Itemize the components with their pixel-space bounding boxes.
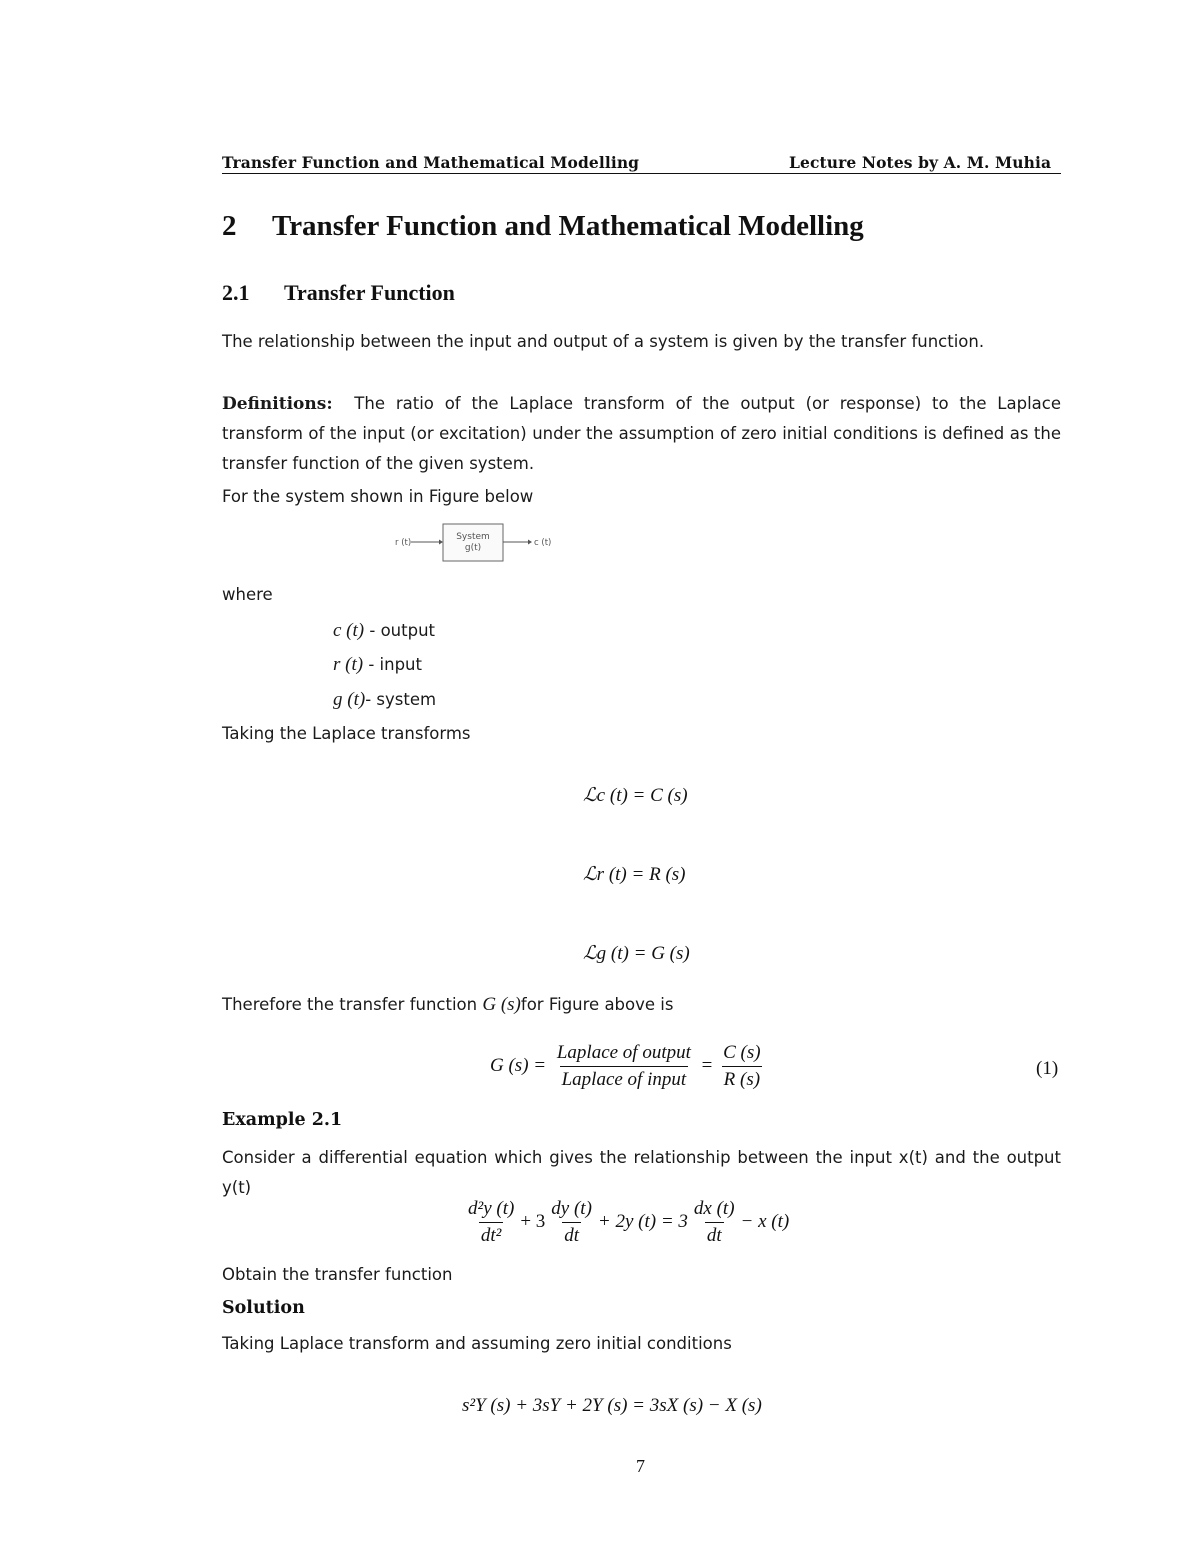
solution-label: Solution	[222, 1298, 305, 1318]
deq-term-3-num: dx (t)	[693, 1198, 735, 1219]
laplace-eq-c: ℒc (t) = C (s)	[583, 785, 688, 806]
var-symbol: r (t)	[333, 654, 364, 675]
laplace-intro: Taking the Laplace transforms	[222, 724, 471, 743]
var-symbol: c (t)	[333, 620, 365, 641]
deq-op-1: + 3	[520, 1210, 546, 1232]
where-label: where	[222, 585, 273, 604]
laplace-result-equation: s²Y (s) + 3sY + 2Y (s) = 3sX (s) − X (s)	[462, 1395, 762, 1416]
block-diagram	[390, 520, 570, 566]
deq-term-2-num: dy (t)	[551, 1198, 592, 1219]
eq1-fraction-words	[555, 1042, 693, 1091]
eq1-denominator-2: R (s)	[722, 1066, 762, 1091]
deq-term-2-den: dt	[562, 1222, 581, 1247]
block-label-line2: g(t)	[464, 543, 482, 553]
var-desc: - input	[363, 655, 422, 674]
differential-equation	[462, 1198, 789, 1247]
tf-intro	[222, 990, 673, 1020]
example-title: Example 2.1	[222, 1110, 343, 1130]
equation-1	[490, 1042, 767, 1091]
var-desc: - system	[365, 690, 437, 709]
diagram-output-label: c (t)	[534, 538, 552, 548]
deq-mid: + 2y (t) = 3	[597, 1210, 688, 1232]
eq1-equals: =	[701, 1054, 713, 1076]
section-number: 2	[222, 210, 237, 242]
intro-paragraph: The relationship between the input and output of a system is given by the transfer function.	[222, 332, 985, 351]
definition-text: The ratio of the Laplace transform of the output (or response) to the Laplace transform of the input (or excitation) under the assumption of zero initial conditions is defined as the transfer function of the given system.	[222, 394, 1062, 473]
laplace-eq-g: ℒg (t) = G (s)	[583, 943, 690, 964]
subsection-title: Transfer Function	[284, 280, 455, 305]
section-heading	[222, 210, 864, 243]
eq1-lhs: G (s) =	[490, 1054, 547, 1076]
eq1-fraction-symbols	[721, 1042, 762, 1091]
deq-term-2	[549, 1198, 594, 1247]
eq1-numerator-2: C (s)	[723, 1042, 761, 1063]
deq-tail: − x (t)	[740, 1210, 790, 1232]
diagram-input-label: r (t)	[395, 538, 412, 548]
var-desc: - output	[364, 621, 435, 640]
deq-term-1	[466, 1198, 516, 1247]
example-task: Obtain the transfer function	[222, 1265, 453, 1284]
var-symbol: g (t)	[333, 689, 366, 710]
output-arrowhead	[528, 540, 532, 545]
equation-number: (1)	[1036, 1058, 1059, 1079]
eq1-denominator: Laplace of input	[560, 1066, 689, 1091]
deq-term-3	[692, 1198, 737, 1247]
running-header-left: Transfer Function and Mathematical Modelling	[222, 153, 640, 172]
definition-label: Definitions:	[222, 394, 333, 414]
list-item	[333, 650, 422, 680]
header-rule	[222, 173, 1061, 174]
block-label-line1: System	[456, 532, 490, 542]
laplace-eq-r: ℒr (t) = R (s)	[583, 864, 686, 885]
definition-paragraph	[222, 389, 1061, 479]
section-title: Transfer Function and Mathematical Modelling	[272, 210, 864, 242]
figure-intro: For the system shown in Figure below	[222, 487, 534, 506]
eq1-numerator: Laplace of output	[556, 1042, 691, 1063]
list-item	[333, 616, 435, 646]
subsection-number: 2.1	[222, 280, 250, 305]
tf-intro-symbol: G (s)	[482, 994, 521, 1015]
tf-intro-b: for Figure above is	[520, 995, 674, 1014]
solution-intro: Taking Laplace transform and assuming zero initial conditions	[222, 1334, 732, 1353]
tf-intro-a: Therefore the transfer function	[222, 995, 483, 1014]
deq-term-1-den: dt²	[479, 1222, 503, 1247]
running-header-right: Lecture Notes by A. M. Muhia	[789, 153, 1052, 172]
deq-term-1-num: d²y (t)	[468, 1198, 515, 1219]
input-arrowhead	[439, 540, 443, 545]
subsection-heading	[222, 280, 455, 306]
page-number: 7	[636, 1456, 645, 1476]
example-text: Consider a differential equation which gives the relationship between the input x(t) and the output y(t)	[222, 1148, 1061, 1197]
deq-term-3-den: dt	[705, 1222, 724, 1247]
list-item	[333, 685, 436, 715]
